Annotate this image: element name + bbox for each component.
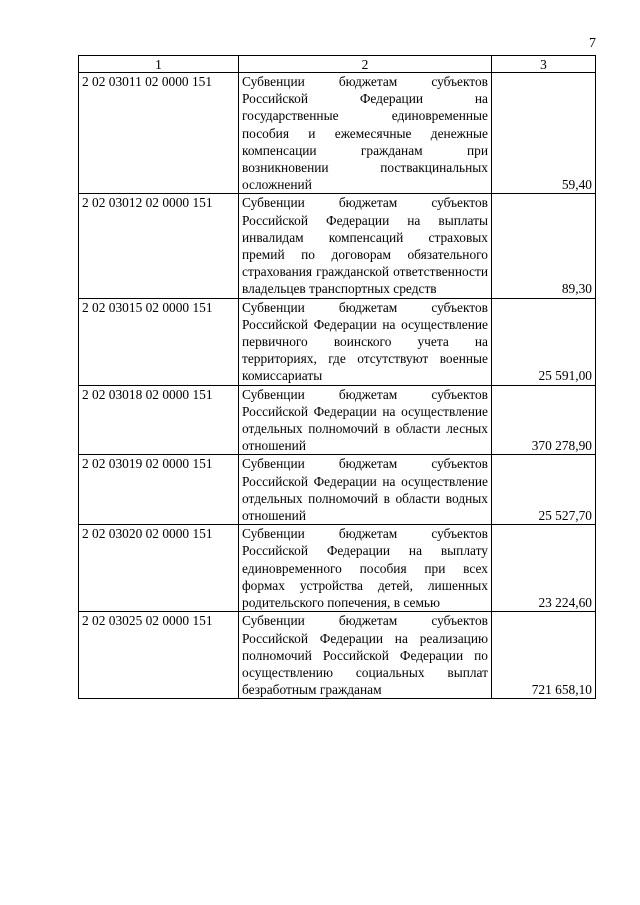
- code-cell: 2 02 03012 02 0000 151: [79, 194, 239, 298]
- header-col-2: 2: [239, 56, 492, 73]
- description-cell: [239, 73, 492, 194]
- table-row: [79, 455, 596, 525]
- code-cell: 2 02 03015 02 0000 151: [79, 298, 239, 385]
- description-text: Субвенции бюджетам субъектов Российской Федерации на государственные единовременные пособия и ежемесячные денежные компенсации гражданам при возникновении поствакцинальных осложнений: [242, 74, 488, 193]
- code-cell: 2 02 03020 02 0000 151: [79, 525, 239, 612]
- table-row: [79, 194, 596, 298]
- amount-cell: 23 224,60: [492, 525, 596, 612]
- code-cell: 2 02 03019 02 0000 151: [79, 455, 239, 525]
- description-cell: [239, 612, 492, 699]
- table-row: [79, 525, 596, 612]
- header-col-1: 1: [79, 56, 239, 73]
- table-row: [79, 298, 596, 385]
- amount-cell: 370 278,90: [492, 385, 596, 455]
- budget-table: [78, 55, 596, 699]
- description-text: Субвенции бюджетам субъектов Российской Федерации на выплаты инвалидам компенсаций страховых премий по договорам обязательного страхования гражданской ответственности владельцев транспортных средств: [242, 195, 488, 297]
- page-number: 7: [589, 36, 596, 51]
- code-cell: 2 02 03025 02 0000 151: [79, 612, 239, 699]
- amount-cell: 89,30: [492, 194, 596, 298]
- description-text: Субвенции бюджетам субъектов Российской Федерации на осуществление отдельных полномочий в области водных отношений: [242, 456, 488, 524]
- amount-cell: 59,40: [492, 73, 596, 194]
- table-row: [79, 73, 596, 194]
- description-text: Субвенции бюджетам субъектов Российской Федерации на реализацию полномочий Российской Федерации по осуществлению социальных выплат безработным гражданам: [242, 613, 488, 698]
- description-cell: [239, 298, 492, 385]
- amount-cell: 721 658,10: [492, 612, 596, 699]
- description-cell: [239, 455, 492, 525]
- description-cell: [239, 385, 492, 455]
- header-col-3: 3: [492, 56, 596, 73]
- amount-cell: 25 527,70: [492, 455, 596, 525]
- description-text: Субвенции бюджетам субъектов Российской Федерации на выплату единовременного пособия при всех формах устройства детей, лишенных родительского попечения, в семью: [242, 526, 488, 611]
- code-cell: 2 02 03011 02 0000 151: [79, 73, 239, 194]
- code-cell: 2 02 03018 02 0000 151: [79, 385, 239, 455]
- description-text: Субвенции бюджетам субъектов Российской Федерации на осуществление отдельных полномочий в области лесных отношений: [242, 386, 488, 454]
- amount-cell: 25 591,00: [492, 298, 596, 385]
- table-row: [79, 385, 596, 455]
- description-cell: [239, 194, 492, 298]
- table-row: [79, 612, 596, 699]
- table-header-row: [79, 56, 596, 73]
- description-text: Субвенции бюджетам субъектов Российской Федерации на осуществление первичного воинского учета на территориях, где отсутствуют военные комиссариаты: [242, 299, 488, 384]
- description-cell: [239, 525, 492, 612]
